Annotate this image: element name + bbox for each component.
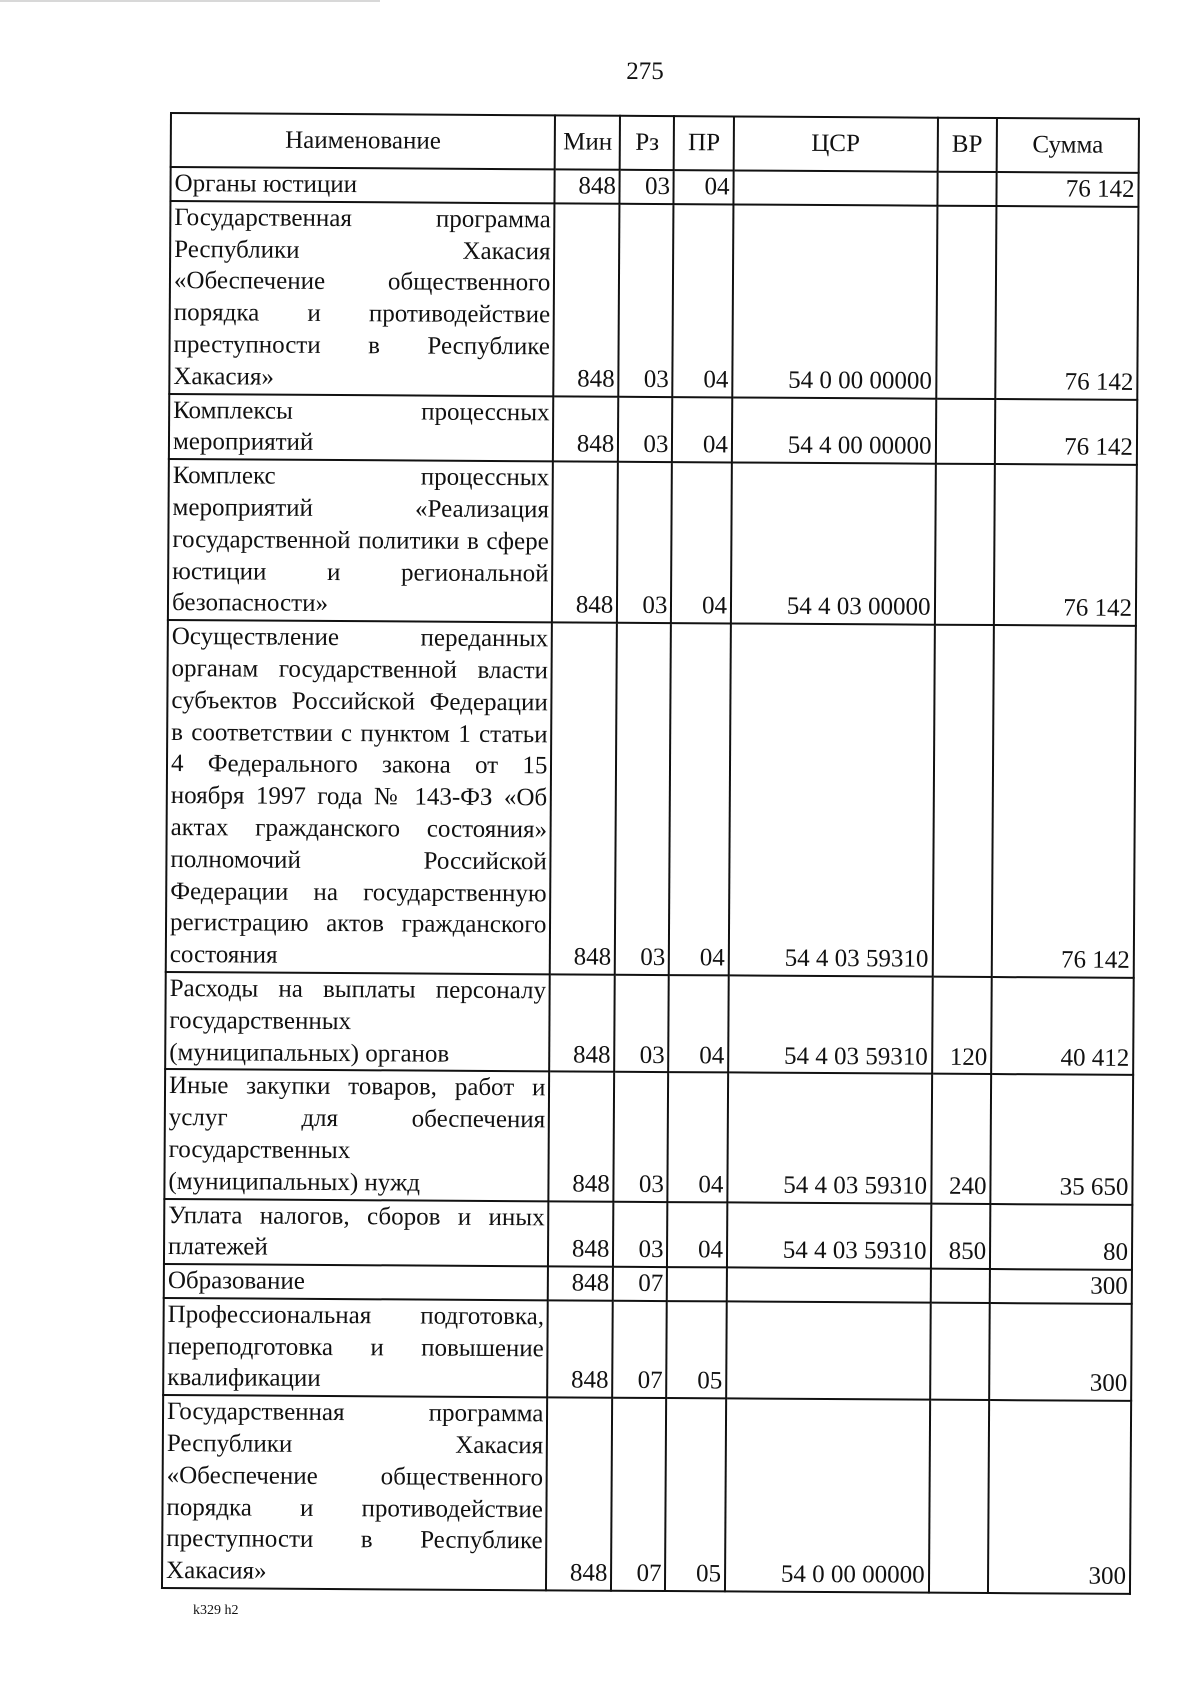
table-header-row — [171, 113, 1139, 173]
header-name: Наименование — [171, 113, 556, 169]
cell-csr: 54 4 03 59310 — [727, 1202, 931, 1269]
cell-vr: 850 — [930, 1203, 990, 1269]
cell-min: 848 — [548, 1201, 613, 1267]
cell-vr: 240 — [931, 1074, 991, 1204]
table-row — [166, 620, 1136, 978]
cell-sum: 76 142 — [992, 625, 1136, 978]
cell-vr — [930, 1303, 990, 1401]
header-vr: ВР — [937, 118, 997, 172]
cell-rz: 07 — [612, 1301, 667, 1399]
cell-sum: 76 142 — [994, 464, 1137, 626]
cell-rz: 07 — [611, 1398, 666, 1591]
cell-min: 848 — [552, 462, 618, 623]
cell-vr — [935, 398, 995, 464]
cell-rz: 03 — [620, 170, 674, 204]
cell-csr: 54 4 03 59310 — [727, 1073, 931, 1203]
cell-pr: 04 — [667, 1202, 727, 1268]
cell-name: Иные закупки товаров, работ и услуг для обеспечения государственных (муниципальных) нужд — [164, 1069, 549, 1201]
table-row — [162, 1395, 1131, 1594]
cell-csr: 54 4 03 00000 — [731, 463, 936, 625]
cell-rz: 07 — [613, 1267, 667, 1301]
cell-rz: 03 — [617, 462, 672, 623]
cell-vr — [932, 625, 994, 977]
cell-min: 848 — [550, 974, 616, 1072]
table-row — [165, 972, 1134, 1075]
cell-name: Государственная программа Республики Хакасия «Обеспечение общественного порядка и противодействие преступности в Республике Хакасия» — [162, 1395, 548, 1590]
cell-min: 848 — [549, 1072, 615, 1202]
cell-sum: 300 — [990, 1269, 1132, 1304]
cell-sum: 300 — [988, 1400, 1131, 1594]
cell-name: Расходы на выплаты персоналу государственных (муниципальных) органов — [165, 972, 550, 1072]
table-row — [169, 394, 1137, 466]
cell-csr: 54 4 00 00000 — [732, 397, 936, 464]
header-rz: Рз — [620, 116, 674, 170]
cell-name: Комплексы процессных мероприятий — [169, 394, 554, 462]
cell-pr: 05 — [667, 1301, 727, 1399]
cell-sum: 76 142 — [995, 399, 1137, 465]
cell-sum: 35 650 — [990, 1074, 1133, 1204]
header-csr: ЦСР — [734, 116, 938, 171]
cell-min: 848 — [553, 396, 618, 462]
budget-table — [161, 112, 1140, 1595]
cell-pr: 05 — [665, 1398, 726, 1591]
cell-rz: 03 — [619, 204, 674, 397]
cell-name: Органы юстиции — [170, 167, 555, 203]
cell-csr: 54 4 03 59310 — [729, 624, 935, 977]
table-row — [164, 1069, 1133, 1204]
cell-pr: 04 — [668, 1072, 728, 1202]
table-row — [163, 1298, 1132, 1401]
cell-name: Уплата налогов, сборов и иных платежей — [164, 1198, 549, 1266]
cell-vr — [937, 172, 997, 206]
header-sum: Сумма — [997, 118, 1139, 173]
cell-sum: 76 142 — [997, 172, 1139, 207]
cell-min: 848 — [546, 1398, 612, 1591]
table-row — [168, 459, 1137, 626]
cell-pr — [667, 1267, 727, 1301]
cell-name: Образование — [164, 1264, 549, 1300]
cell-sum: 76 142 — [995, 206, 1138, 400]
cell-rz: 03 — [614, 1072, 669, 1202]
table-row — [169, 201, 1138, 400]
cell-csr — [727, 1268, 931, 1303]
cell-vr: 120 — [932, 977, 992, 1075]
table-row — [164, 1198, 1132, 1270]
cell-sum: 80 — [990, 1204, 1132, 1270]
cell-sum: 300 — [989, 1303, 1131, 1401]
cell-min: 848 — [548, 1300, 614, 1398]
cell-csr — [726, 1301, 930, 1400]
cell-rz: 03 — [613, 1201, 668, 1267]
cell-pr: 04 — [672, 397, 732, 463]
cell-name: Государственная программа Республики Хакасия «Обеспечение общественного порядка и противодействие преступности в Республике Хакасия» — [169, 201, 555, 396]
cell-rz: 03 — [618, 396, 673, 462]
cell-name: Профессиональная подготовка, переподготовка и повышение квалификации — [163, 1298, 548, 1398]
cell-rz: 03 — [614, 975, 669, 1073]
cell-min: 848 — [548, 1266, 613, 1300]
cell-csr: 54 0 00 00000 — [732, 204, 937, 398]
scan-top-edge — [0, 0, 380, 2]
header-pr: ПР — [674, 116, 734, 170]
cell-min: 848 — [550, 623, 617, 975]
footer-code: k329 h2 — [193, 1603, 239, 1618]
cell-csr: 54 4 03 59310 — [728, 975, 932, 1074]
cell-rz: 03 — [615, 623, 671, 975]
cell-vr — [930, 1269, 990, 1303]
cell-pr: 04 — [669, 975, 729, 1073]
page-number: 275 — [626, 58, 664, 85]
cell-name: Комплекс процессных мероприятий «Реализация государственной политики в сфере юстиции и региональной безопасности» — [168, 459, 553, 622]
cell-pr: 04 — [671, 462, 732, 623]
cell-vr — [934, 464, 995, 625]
cell-min: 848 — [555, 169, 620, 203]
cell-pr: 04 — [674, 170, 734, 204]
cell-vr — [929, 1400, 990, 1593]
cell-sum: 40 412 — [991, 977, 1133, 1075]
cell-name: Осуществление переданных органам государственной власти субъектов Российской Федерации в соответствии с пунктом 1 статьи 4 Федерального закона от 15 ноября 1997 года № 143-ФЗ «Об актах гражданского состояния» полномочий Российской Федерации на государственную регистрацию актов гражданского состояния — [166, 620, 553, 974]
cell-csr: 54 0 00 00000 — [725, 1399, 930, 1593]
header-min: Мин — [555, 115, 620, 169]
cell-csr — [733, 170, 937, 205]
cell-min: 848 — [554, 203, 620, 396]
cell-pr: 04 — [669, 623, 731, 975]
cell-pr: 04 — [673, 204, 734, 397]
cell-vr — [936, 205, 997, 398]
